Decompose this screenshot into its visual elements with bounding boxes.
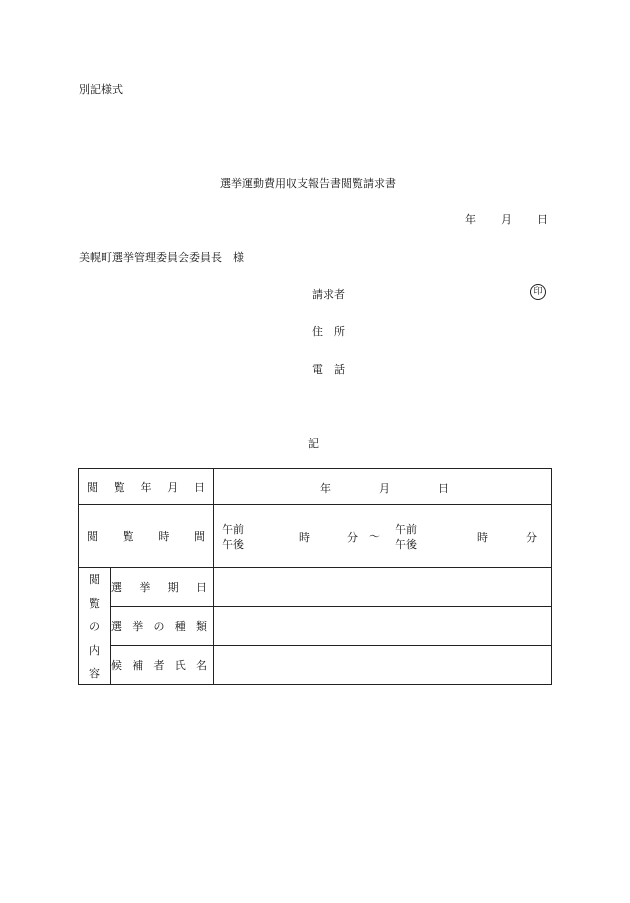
time-am-label: 午前: [222, 523, 244, 536]
date-year-label: 年: [465, 213, 476, 226]
election-type-header: 選 挙 の 種 類: [111, 607, 214, 646]
address-label: 住 所: [312, 325, 345, 338]
row-date-day: 日: [438, 482, 449, 495]
election-date-header: 選 挙 期 日: [111, 568, 214, 607]
date-header-cell: [79, 469, 214, 505]
date-value-cell[interactable]: [214, 469, 552, 505]
phone-label: 電 話: [312, 363, 345, 376]
table-row-time: [79, 505, 552, 568]
page-title: 選挙運動費用収支報告書閲覧請求書: [220, 177, 396, 190]
table-row-candidate-name: [79, 646, 552, 685]
time-minute-label: 分: [347, 531, 358, 544]
row-date-month: 月: [379, 482, 390, 495]
date-day-label: 日: [537, 213, 548, 226]
table-row-date: [79, 469, 552, 505]
table-row-election-type: [79, 607, 552, 646]
time-value-cell[interactable]: [214, 505, 552, 568]
seal-mark-icon: 印: [530, 284, 546, 300]
time-hour2-label: 時: [477, 531, 488, 544]
content-group-label: 閲 覧 の 内 容: [89, 573, 100, 680]
requester-label: 請求者: [312, 288, 345, 301]
content-group-cell: [79, 568, 111, 685]
time-pm-label: 午後: [222, 538, 244, 551]
table-row-election-date: [79, 568, 552, 607]
time-header-cell: [79, 505, 214, 568]
request-table: [78, 468, 552, 685]
row-date-year: 年: [320, 482, 331, 495]
time-hour-label: 時: [299, 531, 310, 544]
candidate-name-value[interactable]: [214, 646, 552, 685]
record-mark: 記: [308, 437, 319, 450]
time-pm2-label: 午後: [395, 538, 417, 551]
election-date-value[interactable]: [214, 568, 552, 607]
time-minute2-label: 分: [526, 531, 537, 544]
candidate-name-header: 候 補 者 氏 名: [111, 646, 214, 685]
date-month-label: 月: [501, 213, 512, 226]
time-am2-label: 午前: [395, 523, 417, 536]
addressee: 美幌町選挙管理委員会委員長 様: [79, 251, 244, 264]
election-type-value[interactable]: [214, 607, 552, 646]
time-tilde: ～: [369, 530, 380, 543]
form-header-label: 別記様式: [79, 83, 123, 96]
date-header-label: 閲 覧 年 月 日: [87, 480, 205, 494]
time-header-label: 閲 覧 時 間: [87, 530, 205, 543]
